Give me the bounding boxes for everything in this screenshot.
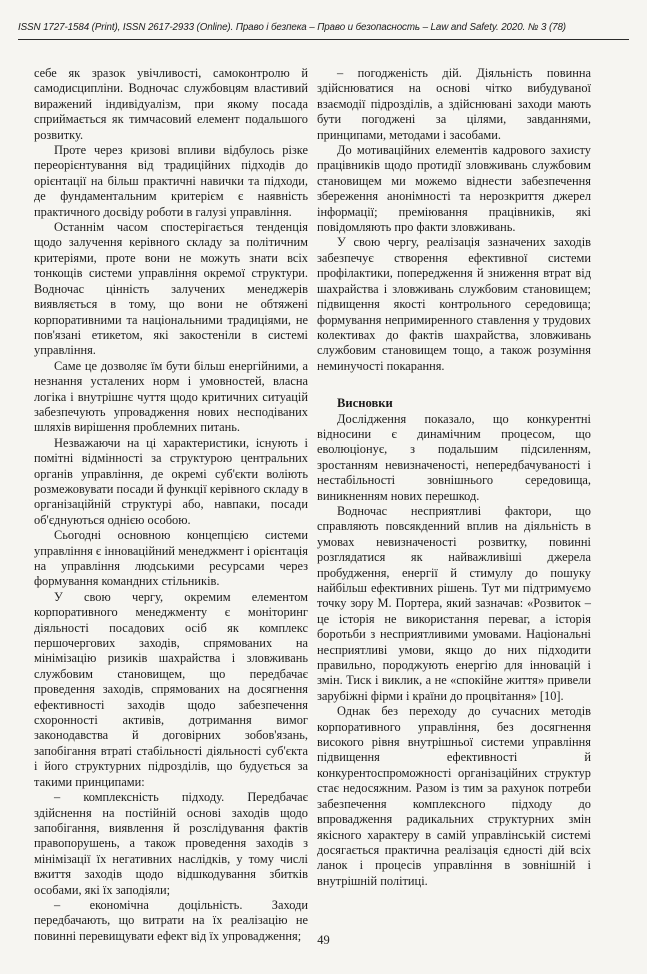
paragraph: У свою чергу, окремим елементом корпоративного менеджменту є моніторинг діяльності посадових осіб як комплекс першочергових заходів, спрямованих на мінімізацію ризиків шахрайства і зловживань службовим становищем, що передбачає проведення заходів, спрямованих на досягнення ефективності заходів щодо забезпечення схоронності активів, дотримання вимог законодавства й договірних зобов'язань, запобігання втраті стабільності діяльності суб'єкта і його структурних підрозділів, що будується за такими принципами: [34, 589, 308, 789]
list-item: – комплексність підходу. Передбачає здійснення на постійній основі заходів щодо запобігання, виявлення й розслідування фактів правопорушень, а також проведення заходів з мінімізації їх негативних наслідків, у тому числі вжиття заходів щодо відшкодування збитків особами, які їх заподіяли; [34, 790, 308, 897]
paragraph: До мотиваційних елементів кадрового захисту працівників щодо протидії зловживань службовим становищем ми можемо віднести забезпечення збереження анонімності та нерозкриття джерел інформації; преміювання працівників, які повідомляють про факти зловживань. [317, 143, 591, 235]
left-column [34, 66, 308, 944]
page-number: 49 [317, 933, 330, 947]
paragraph: Сьогодні основною концепцією системи управління є інноваційний менеджмент і орієнтація на управління людськими ресурсами через формування командних стільників. [34, 528, 308, 589]
paragraph: У свою чергу, реалізація зазначених заходів забезпечує створення ефективної системи профілактики, попередження й зниження втрат від шахрайства і зловживань службовим становищем; підвищення якості контрольного середовища; формування непримиренного ставлення у трудових колективах до фактів шахрайства, зловживань службовим становищем тощо, а також розуміння неминучості покарання. [317, 235, 591, 373]
paragraph: Саме це дозволяє їм бути більш енергійними, а незнання усталених норм і умовностей, власна логіка і внутрішнє чуття щодо критичних ситуацій забезпечують упровадження нових несподіваних шляхів вирішення проблемних питань. [34, 358, 308, 435]
paragraph: Дослідження показало, що конкурентні відносини є динамічним процесом, що еволюціонує, з подальшим підсиленням, зростанням невизначеності, непередбачуваності і нестабільності зовнішнього середовища, виникненням нових перешкод. [317, 411, 591, 503]
paragraph: Останнім часом спостерігається тенденція щодо залучення керівного складу за політичним критеріями, проте вони не можуть знати всіх тонкощів системи управління окремої структури. Водночас цінність залучених менеджерів виявляється в тому, що вони не обтяжені корпоративними та національними традиціями, не пов'язані етикетом, які закостеніли в системі управління. [34, 220, 308, 358]
conclusions-heading: Висновки [337, 396, 393, 411]
journal-header: ISSN 1727-1584 (Print), ISSN 2617-2933 (Online). Право і безпека – Право и безопасность – Law and Safety. 2020. № 3 (78) [18, 22, 629, 40]
paragraph: Водночас несприятливі фактори, що справляють повсякденний вплив на діяльність в умовах невизначеності розвитку, повинні розглядатися як найважливіші джерела пробудження, енергії й стимулу до пошуку найбільш ефективних рішень. Тут ми підтримуємо точку зору М. Портера, який зазначав: «Розвиток – це історія не використання переваг, а історія боротьби з несприятливими умовами. Національні несприятливі умови, якщо до них підходити правильно, породжують енергію для інновацій і змін. Тиск і виклик, а не «спокійне життя» привели зарубіжні фірми і країни до процвітання» [10]. [317, 503, 591, 703]
paragraph: себе як зразок увічливості, самоконтролю й самодисципліни. Водночас службовцям властивий виражений індивідуалізм, при якому посада сприймається як тимчасовий елемент подальшого розвитку. [34, 66, 308, 142]
paragraph: Незважаючи на ці характеристики, існують і помітні відмінності за структурою центральних органів управління, де окремі суб'єкти воліють розмежовувати посади й функції керівного складу в організаційній структурі або, навпаки, посади об'єднуються однією особою. [34, 435, 308, 527]
list-item: – економічна доцільність. Заходи передбачають, що витрати на їх реалізацію не повинні перевищувати ефект від їх упровадження; [34, 897, 308, 943]
list-item: – погодженість дій. Діяльність повинна здійснюватися на основі чітко вибудуваної взаємодії підрозділів, а здійснювані заходи мають бути погоджені за цілями, завданнями, принципами, методами і засобами. [317, 66, 591, 142]
paragraph: Проте через кризові впливи відбулось різке переорієнтування від традиційних підходів до орієнтації на більш практичні навички та підходи, де фундаментальним критерієм є наявність практичного досвіду роботи в галузі управління. [34, 143, 308, 219]
right-column [317, 66, 591, 889]
paragraph: Однак без переходу до сучасних методів корпоративного управління, без досягнення високого рівня внутрішньої системи управління підвищення ефективності й конкурентоспроможності організаційних структур стає недосяжним. Разом із тим за рахунок потреби забезпечення комплексного підходу до впровадження радикальних структурних змін якісного характеру в самій управлінській системі досягається практична реалізація єдності дій всіх ланок і процесів управління в зовнішній і внутрішній політиці. [317, 704, 591, 888]
